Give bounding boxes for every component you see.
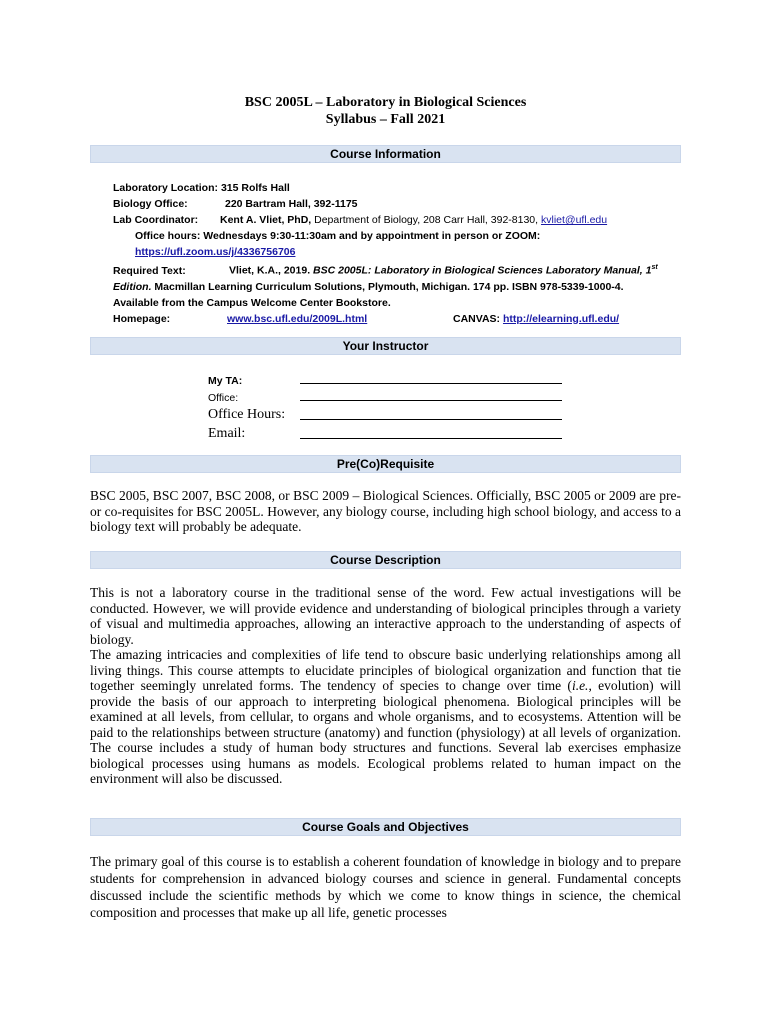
email-blank-line xyxy=(300,438,562,439)
office-blank-line xyxy=(300,400,562,401)
homepage-link[interactable]: www.bsc.ufl.edu/2009L.html xyxy=(227,312,368,325)
office-hours-blank-line xyxy=(300,419,562,420)
canvas-label: CANVAS: xyxy=(453,312,503,325)
text-title-superscript: st xyxy=(651,264,658,271)
ta-blank-line xyxy=(300,383,562,384)
email-label: Email: xyxy=(208,426,246,441)
text-title: BSC 2005L: Laboratory in Biological Sciences Laboratory Manual, 1 xyxy=(313,264,652,277)
text-publisher: Macmillan Learning Curriculum Solutions, Plymouth, Michigan. 174 pp. ISBN 978-5339-1000-4. xyxy=(151,280,624,293)
homepage-row xyxy=(113,311,673,327)
title-line-1: BSC 2005L – Laboratory in Biological Sciences xyxy=(244,95,527,110)
lab-coordinator-label: Lab Coordinator: xyxy=(113,214,199,226)
homepage-label: Homepage: xyxy=(113,312,171,325)
course-information-block xyxy=(113,180,673,327)
ta-label: My TA: xyxy=(208,375,243,387)
office-row xyxy=(208,387,568,404)
email-row xyxy=(208,423,568,442)
office-hours-line: Office hours: Wednesdays 9:30-11:30am and by appointment in person or ZOOM: xyxy=(135,230,541,242)
ta-row xyxy=(208,370,568,387)
required-text-label: Required Text: xyxy=(113,264,186,277)
prerequisite-paragraph xyxy=(90,488,681,535)
text-edition: Edition. xyxy=(113,280,152,293)
coordinator-name: Kent A. Vliet, PhD, xyxy=(220,214,312,226)
lab-location-row xyxy=(113,180,673,196)
canvas-link[interactable]: http://elearning.ufl.edu/ xyxy=(502,312,620,325)
text-availability: Available from the Campus Welcome Center Bookstore. xyxy=(113,296,391,309)
required-text-row xyxy=(113,260,673,279)
course-goals-body xyxy=(90,853,681,921)
section-header-course-information: Course Information xyxy=(90,145,681,163)
biology-office-value: 220 Bartram Hall, 392-1175 xyxy=(225,198,358,210)
office-hours-row xyxy=(208,404,568,423)
zoom-link[interactable]: https://ufl.zoom.us/j/4336756706 xyxy=(135,246,296,258)
lab-coordinator-row xyxy=(113,212,673,228)
course-description-body xyxy=(90,585,681,787)
prerequisite-text: BSC 2005, BSC 2007, BSC 2008, or BSC 2009 – Biological Sciences. Officially, BSC 2005 or 2009 are pre- or co-requisites for BSC 2005L. However, any biology course, including high school biology, and access to a biology text will probably be adequate. xyxy=(90,488,681,534)
goals-paragraph: The primary goal of this course is to establish a coherent foundation of knowledge in biology and to prepare students for comprehension in advanced biology courses and science in general. Fundamental concepts discussed include the scientific methods by which we come to know things in science, the chemical composition and processes that make up all life, genetic processes xyxy=(90,854,681,920)
section-header-course-description: Course Description xyxy=(90,551,681,569)
biology-office-row xyxy=(113,196,673,212)
section-header-prerequisite: Pre(Co)Requisite xyxy=(90,455,681,473)
description-p2-ie: i.e. xyxy=(571,678,589,693)
section-header-course-goals: Course Goals and Objectives xyxy=(90,818,681,836)
text-author: Vliet, K.A., 2019. xyxy=(229,264,314,277)
biology-office-label: Biology Office: xyxy=(113,198,188,210)
text-edition-row xyxy=(113,279,673,295)
lab-location-label: Laboratory Location: xyxy=(113,182,219,194)
instructor-block xyxy=(208,370,568,442)
document-title xyxy=(90,94,681,128)
coordinator-department: Department of Biology, 208 Carr Hall, 392-8130, xyxy=(311,214,541,226)
lab-location-value: 315 Rolfs Hall xyxy=(220,182,290,194)
office-label: Office: xyxy=(208,392,239,404)
office-hours-label: Office Hours: xyxy=(208,407,286,422)
zoom-link-row xyxy=(113,244,673,260)
section-header-your-instructor: Your Instructor xyxy=(90,337,681,355)
description-p2-part-a: The amazing intricacies and complexities of life tend to obscure basic underlying relationships among all living things. This course attempts to elucidate principles of biological organization and function that tie together seemingly unrelated forms. The tendency of species to change over time ( xyxy=(90,647,681,693)
coordinator-email-link[interactable]: kvliet@ufl.edu xyxy=(540,214,608,226)
title-line-2: Syllabus – Fall 2021 xyxy=(325,112,446,127)
description-paragraph-2 xyxy=(90,647,681,787)
description-paragraph-1: This is not a laboratory course in the traditional sense of the word. Few actual investigations will be conducted. However, we will provide evidence and understanding of biological principles through a variety of visual and multimedia approaches, allowing an interactive approach to the understanding of aspects of biology. xyxy=(90,585,681,647)
description-p2-part-b: , evolution) will provide the basis of our approach to interpreting biological phenomena. Biological principles will be examined at all levels, from cellular, to organs and whole organisms, and to ecosystems. Attention will be paid to the relationships between structure (anatomy) and function (physiology) at all levels of organization. The course includes a study of human body structures and functions. Several lab exercises emphasize biological processes using humans as models. Ecological problems related to human impact on the environment will also be discussed. xyxy=(90,678,682,786)
